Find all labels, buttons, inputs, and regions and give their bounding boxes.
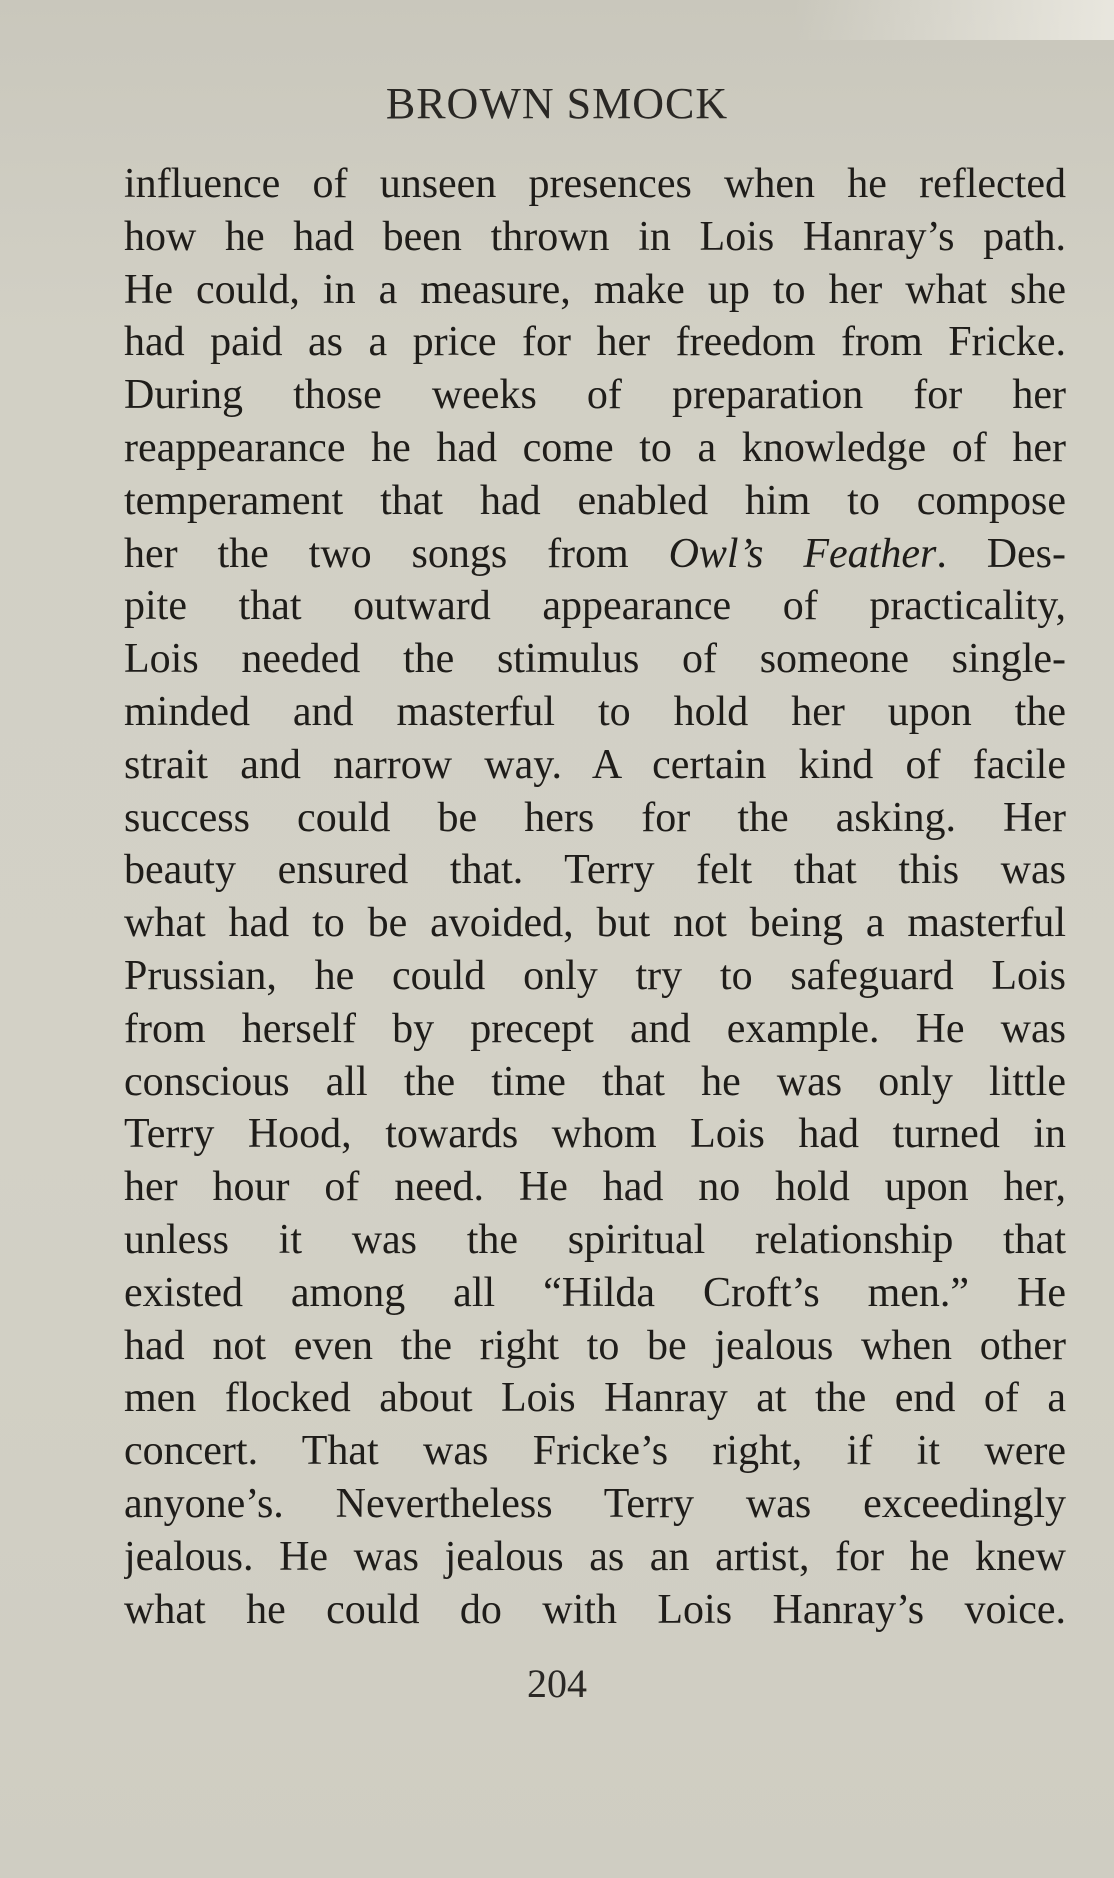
text-line-16: Prussian, he could only try to safeguard Lois: [124, 952, 1066, 999]
body-text: [124, 158, 1066, 1636]
text-line-22: existed among all “Hilda Croft’s men.” He: [124, 1269, 1066, 1316]
text-line-26: anyone’s. Nevertheless Terry was exceedingly: [124, 1480, 1066, 1527]
text-line-14: beauty ensured that. Terry felt that this was: [124, 847, 1066, 894]
text-line-5: During those weeks of preparation for her: [124, 372, 1066, 419]
text-line-21: unless it was the spiritual relationship that: [124, 1216, 1066, 1263]
text-line-2: how he had been thrown in Lois Hanray’s path.: [124, 213, 1066, 260]
text-line-12: strait and narrow way. A certain kind of facile: [124, 741, 1066, 788]
text-line-3: He could, in a measure, make up to her what she: [124, 266, 1066, 313]
text-line-25: concert. That was Fricke’s right, if it were: [124, 1428, 1066, 1475]
text-line-17: from herself by precept and example. He was: [124, 1005, 1066, 1052]
text-line-18: conscious all the time that he was only little: [124, 1058, 1066, 1105]
text-line-28: what he could do with Lois Hanray’s voice.: [124, 1586, 1066, 1633]
text-line-10: Lois needed the stimulus of someone single-: [124, 636, 1066, 683]
text-line-7: temperament that had enabled him to compose: [124, 477, 1066, 524]
text-line-27: jealous. He was jealous as an artist, for he knew: [124, 1533, 1066, 1580]
text-line-9: pite that outward appearance of practicality,: [124, 583, 1066, 630]
italic-title: Owl’s Feather: [668, 530, 937, 577]
text-line-19: Terry Hood, towards whom Lois had turned in: [124, 1111, 1066, 1158]
text-line-13: success could be hers for the asking. Her: [124, 794, 1066, 841]
text-line-11: minded and masterful to hold her upon the: [124, 688, 1066, 735]
running-head: BROWN SMOCK: [385, 79, 729, 128]
page-number: 204: [527, 1661, 587, 1706]
text-line-1: influence of unseen presences when he reflected: [124, 161, 1066, 207]
text-line-4: had paid as a price for her freedom from Fricke.: [124, 319, 1066, 366]
text-line-23: had not even the right to be jealous when other: [124, 1322, 1066, 1369]
text-line-20: her hour of need. He had no hold upon her,: [124, 1164, 1066, 1211]
text-line-6: reappearance he had come to a knowledge of her: [124, 424, 1066, 471]
text-line-8-roman: her the two songs from: [124, 530, 629, 577]
text-line-8: [124, 528, 1066, 581]
text-line-8-end: . Des-: [936, 530, 1066, 577]
text-line-15: what had to be avoided, but not being a masterful: [124, 900, 1066, 947]
text-line-24: men flocked about Lois Hanray at the end of a: [124, 1375, 1066, 1422]
